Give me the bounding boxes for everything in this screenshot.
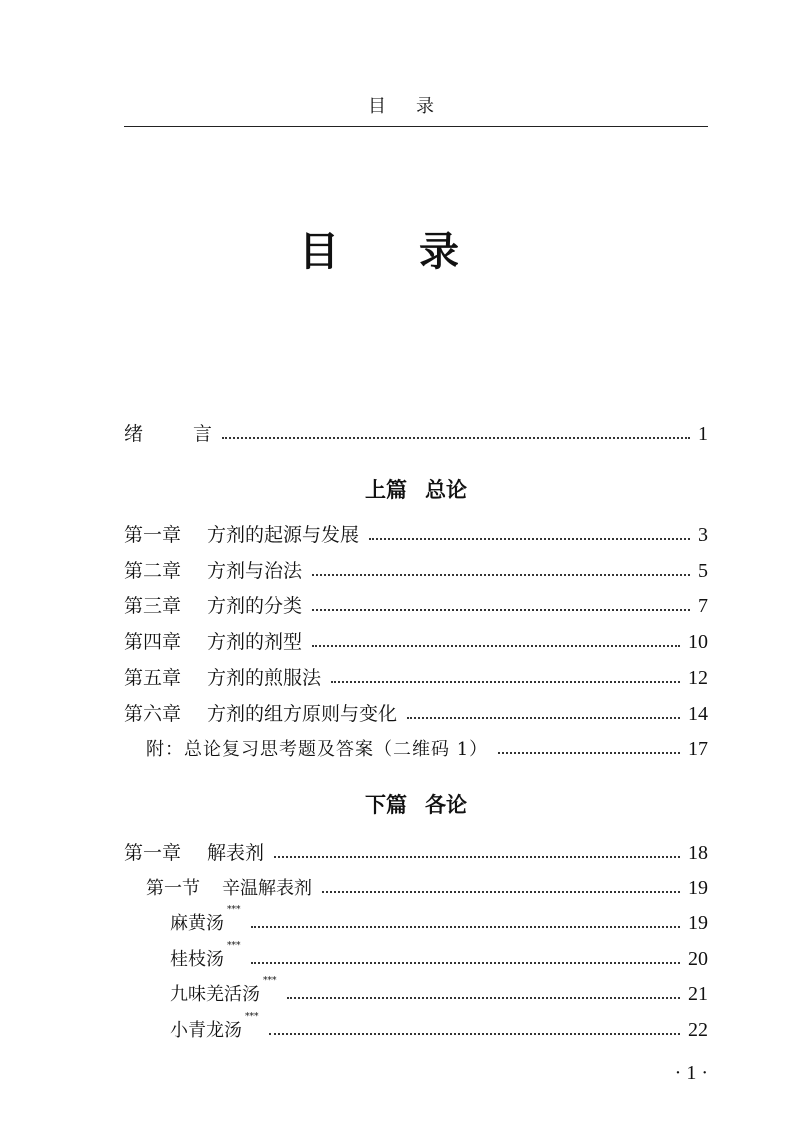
formula-name: 九味羌活汤 [170, 984, 260, 1005]
formula-name: 麻黄汤 [170, 913, 224, 934]
chapter-number: 第三章 [124, 595, 182, 617]
part-label: 上篇 [365, 477, 407, 502]
toc-entry-chapter[interactable] [124, 521, 708, 547]
chapter-title: 方剂与治法 [207, 560, 303, 582]
chapter-number: 第五章 [124, 667, 182, 689]
page-number: 19 [688, 877, 708, 899]
leader-dots [287, 997, 681, 999]
leader-dots [251, 962, 681, 964]
importance-stars: *** [227, 941, 241, 951]
page-number: 12 [688, 667, 708, 689]
page-number: 7 [698, 595, 708, 617]
intro-label-b: 言 [193, 423, 213, 445]
part-heading-1 [0, 474, 800, 504]
chapter-title: 方剂的分类 [207, 595, 303, 617]
chapter-number: 第四章 [124, 631, 182, 653]
page-number: 1 [698, 423, 708, 445]
chapter-title: 方剂的煎服法 [207, 667, 322, 689]
chapter-number: 第一章 [124, 842, 182, 864]
toc-entry-formula[interactable] [170, 941, 708, 971]
page-number: 14 [688, 703, 708, 725]
running-header: 目录 [368, 96, 464, 117]
importance-stars: *** [263, 976, 277, 986]
chapter-number: 第六章 [124, 703, 182, 725]
section-title: 辛温解表剂 [222, 878, 312, 899]
leader-dots [498, 752, 680, 754]
toc-entry-formula[interactable] [170, 1012, 708, 1042]
header-rule [124, 126, 708, 127]
toc-entry-chapter[interactable] [124, 557, 708, 583]
page-number: 10 [688, 631, 708, 653]
chapter-title: 解表剂 [207, 842, 265, 864]
chapter-title: 方剂的起源与发展 [207, 524, 360, 546]
part-title: 总论 [425, 477, 467, 502]
chapter-title: 方剂的组方原则与变化 [207, 703, 398, 725]
importance-stars: *** [227, 905, 241, 915]
page-number: 22 [688, 1019, 708, 1041]
leader-dots [222, 437, 690, 439]
importance-stars: *** [245, 1012, 259, 1022]
toc-entry-chapter[interactable] [124, 839, 708, 865]
part-heading-2 [0, 789, 800, 819]
toc-entry-chapter[interactable] [124, 664, 708, 690]
page-number: 21 [688, 983, 708, 1005]
toc-entry-chapter[interactable] [124, 628, 708, 654]
page-number: 3 [698, 524, 708, 546]
formula-name: 小青龙汤 [170, 1020, 242, 1041]
leader-dots [312, 645, 680, 647]
chapter-title: 方剂的剂型 [207, 631, 303, 653]
page-number: 17 [688, 738, 708, 760]
section-number: 第一节 [146, 878, 200, 899]
leader-dots [312, 574, 690, 576]
toc-entry-intro[interactable] [124, 420, 708, 446]
leader-dots [251, 926, 681, 928]
chapter-number: 第一章 [124, 524, 182, 546]
toc-entry-formula[interactable] [170, 976, 708, 1006]
intro-label-a: 绪 [124, 423, 144, 445]
leader-dots [274, 856, 680, 858]
toc-entry-chapter[interactable] [124, 700, 708, 726]
chapter-number: 第二章 [124, 560, 182, 582]
part-title: 各论 [425, 792, 467, 817]
page-number: 5 [698, 560, 708, 582]
appendix-label: 附：总论复习思考题及答案（二维码 1） [146, 739, 489, 760]
leader-dots [322, 891, 680, 893]
toc-entry-appendix[interactable] [146, 735, 708, 761]
leader-dots [331, 681, 680, 683]
page-number: 20 [688, 948, 708, 970]
leader-dots [269, 1033, 681, 1035]
page-number: 19 [688, 912, 708, 934]
toc-entry-formula[interactable] [170, 905, 708, 935]
leader-dots [312, 609, 690, 611]
leader-dots [369, 538, 690, 540]
page-number: 18 [688, 842, 708, 864]
toc-entry-chapter[interactable] [124, 592, 708, 618]
part-label: 下篇 [365, 792, 407, 817]
toc-entry-section[interactable] [124, 874, 708, 900]
leader-dots [407, 717, 680, 719]
page-folio: · 1 · [674, 1062, 708, 1084]
formula-name: 桂枝汤 [170, 949, 224, 970]
page-title: 目录 [299, 228, 539, 275]
